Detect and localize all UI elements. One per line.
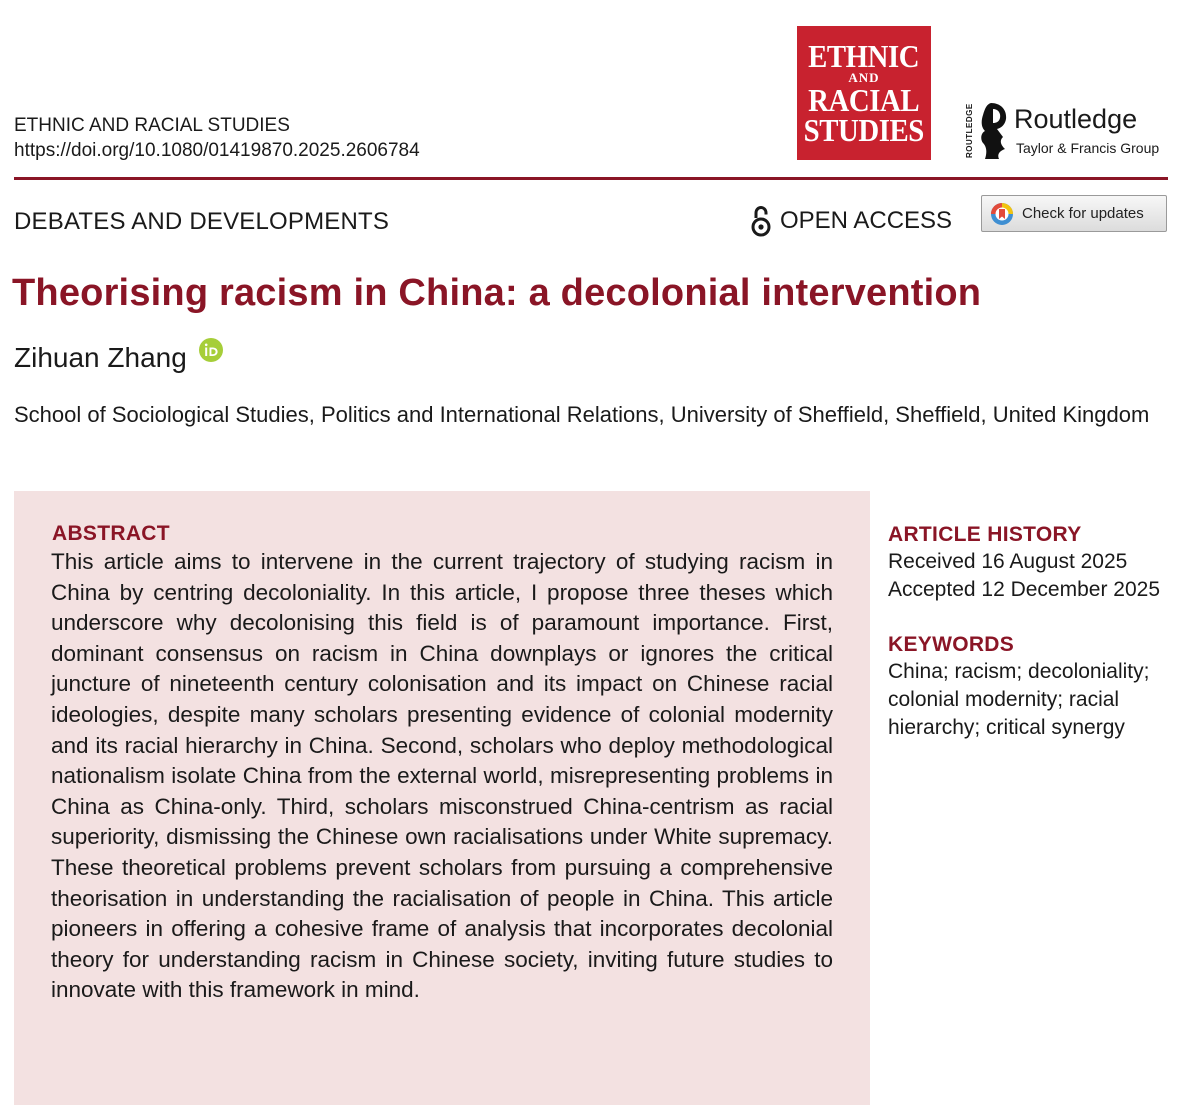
author-line	[14, 339, 223, 377]
abstract-heading: ABSTRACT	[52, 522, 170, 545]
publisher-name: Routledge	[1014, 104, 1138, 134]
article-history-heading: ARTICLE HISTORY	[888, 523, 1082, 546]
check-updates-label: Check for updates	[1022, 205, 1144, 222]
publisher-vertical-label: ROUTLEDGE	[965, 103, 974, 159]
publisher-logo	[965, 101, 1170, 163]
abstract-box	[14, 491, 870, 1105]
journal-logo-line-4: STUDIES	[803, 112, 925, 148]
publisher-group: Taylor & Francis Group	[1016, 140, 1160, 156]
open-access-label: OPEN ACCESS	[780, 207, 953, 234]
orcid-icon[interactable]	[199, 338, 223, 362]
article-history	[888, 522, 1178, 604]
keywords-line: hierarchy; critical synergy	[888, 716, 1125, 739]
open-access-badge	[750, 204, 952, 238]
keywords	[888, 632, 1178, 742]
header-rule	[14, 177, 1168, 180]
keywords-line: China; racism; decoloniality;	[888, 660, 1150, 683]
author-name[interactable]: Zihuan Zhang	[14, 342, 187, 373]
abstract-text: This article aims to intervene in the current trajectory of studying racism in China by centring decoloniality. In this article, I propose three theses which underscore why decolonising this field is of paramount importance. First, dominant consensus on racism in China downplays or ignores the critical juncture of nineteenth century colonisation and its impact on Chinese racial ideologies, despite many scholars presenting evidence of colonial modernity and its racial hierarchy in China. Second, scholars who deploy methodological nationalism isolate China from the external world, misrepresenting problems in China as China-only. Third, scholars misconstrued China-centrism as racial superiority, dismissing the Chinese own racialisations under White supremacy. These theoretical problems prevent scholars from pursuing a comprehensive theorisation in understanding the racialisation of people in China. This article pioneers in offering a cohesive frame of analysis that incorporates decolonial theory for understanding racism in Chinese society, inviting future studies to innovate with this framework in mind.	[51, 549, 833, 1003]
received-date: Received 16 August 2025	[888, 550, 1128, 573]
keywords-heading: KEYWORDS	[888, 633, 1015, 656]
author-affiliation: School of Sociological Studies, Politics and International Relations, University of Sheffield, Sheffield, United Kingdom	[14, 402, 1150, 427]
doi-link[interactable]: https://doi.org/10.1080/01419870.2025.2606784	[14, 140, 420, 161]
article-title: Theorising racism in China: a decolonial intervention	[12, 272, 982, 314]
journal-logo	[797, 26, 931, 160]
journal-logo-line-1: ETHNIC	[808, 38, 920, 74]
keywords-line: colonial modernity; racial	[888, 688, 1120, 711]
journal-name: ETHNIC AND RACIAL STUDIES	[14, 115, 290, 136]
routledge-head-icon	[977, 101, 1009, 161]
section-label: DEBATES AND DEVELOPMENTS	[14, 208, 390, 235]
check-updates-icon	[990, 202, 1014, 226]
open-lock-icon	[750, 205, 772, 237]
journal-meta	[14, 113, 420, 163]
check-for-updates-button[interactable]	[981, 195, 1167, 232]
accepted-date: Accepted 12 December 2025	[888, 578, 1161, 601]
journal-logo-line-3: RACIAL	[808, 82, 920, 118]
journal-logo-line-2: AND	[848, 70, 880, 85]
